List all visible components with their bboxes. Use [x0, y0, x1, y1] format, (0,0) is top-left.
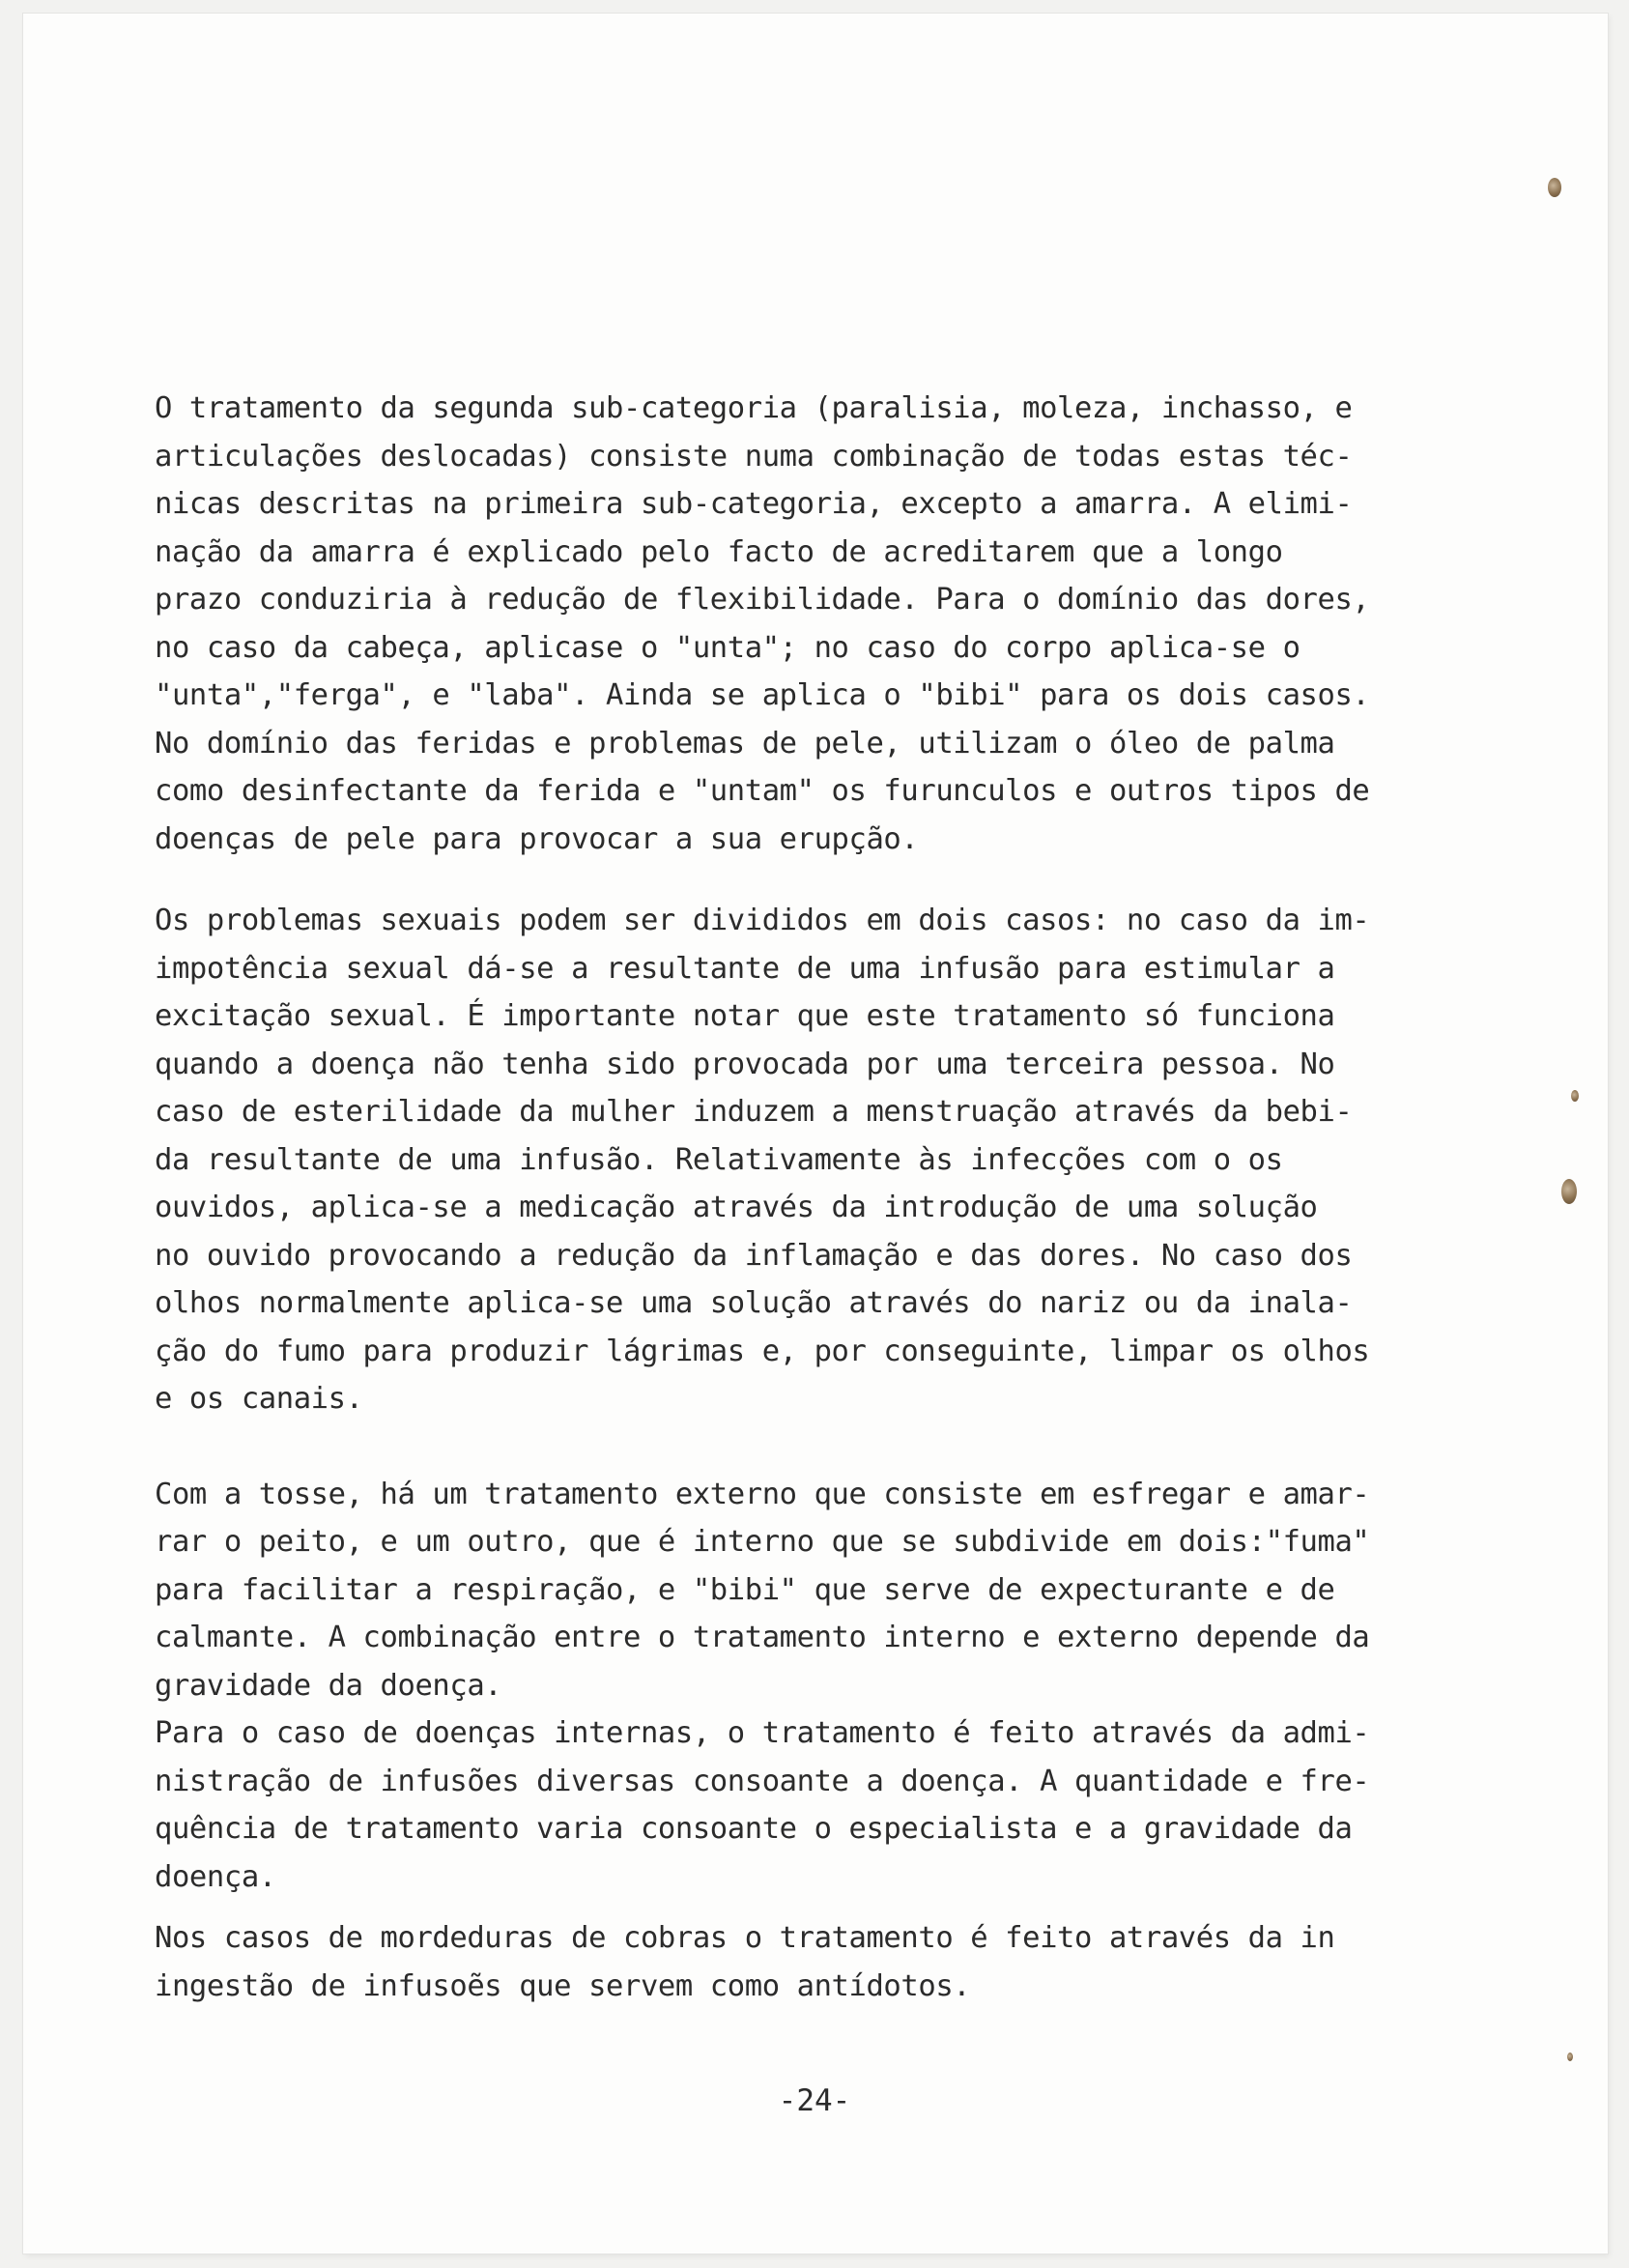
text-line: ouvidos, aplica-se a medicação através da introdução de uma solução	[155, 1191, 1318, 1224]
text-line: no ouvido provocando a redução da inflamação e das dores. No caso dos	[155, 1238, 1353, 1273]
paragraph-cough-treatment	[155, 1471, 1507, 1710]
body-text	[155, 385, 1507, 2010]
text-line: doença.	[155, 1859, 276, 1894]
text-line: impotência sexual dá-se a resultante de uma infusão para estimular a	[155, 951, 1335, 986]
text-line: O tratamento da segunda sub-categoria (paralisia, moleza, inchasso, e	[155, 391, 1353, 425]
text-line: articulações deslocadas) consiste numa combinação de todas estas téc-	[155, 439, 1353, 474]
text-line: nistração de infusões diversas consoante a doença. A quantidade e fre-	[155, 1764, 1370, 1798]
text-line: No domínio das feridas e problemas de pele, utilizam o óleo de palma	[155, 726, 1335, 761]
text-line: ingestão de infusoẽs que servem como antídotos.	[155, 1968, 971, 2003]
paragraph-traditional-treatment	[155, 385, 1507, 863]
text-line: doenças de pele para provocar a sua erupção.	[155, 821, 919, 856]
text-line: Com a tosse, há um tratamento externo que consiste em esfregar e amar-	[155, 1477, 1370, 1511]
text-line: como desinfectante da ferida e "untam" os furunculos e outros tipos de	[155, 774, 1370, 808]
punch-hole-middle	[1571, 1090, 1579, 1102]
text-line: no caso da cabeça, aplicase o "unta"; no caso do corpo aplica-se o	[155, 630, 1300, 665]
punch-hole-lower	[1561, 1179, 1577, 1204]
page-number: -24-	[778, 2083, 851, 2118]
text-line: Os problemas sexuais podem ser divididos em dois casos: no caso da im-	[155, 904, 1370, 937]
text-line: Nos casos de mordeduras de cobras o tratamento é feito através da in	[155, 1921, 1335, 1955]
text-line: nicas descritas na primeira sub-categoria, excepto a amarra. A elimi-	[155, 487, 1353, 521]
text-line: para facilitar a respiração, e "bibi" que serve de expecturante e de	[155, 1572, 1335, 1607]
text-line: gravidade da doença.	[155, 1668, 502, 1703]
paragraph-internal-diseases	[155, 1709, 1507, 1901]
text-line: e os canais.	[155, 1382, 363, 1416]
text-line: Para o caso de doenças internas, o tratamento é feito através da admi-	[155, 1716, 1370, 1750]
punch-hole-top	[1548, 178, 1561, 197]
paragraph-sexual-problems	[155, 897, 1507, 1423]
text-line: excitação sexual. É importante notar que este tratamento só funciona	[155, 999, 1335, 1033]
text-line: olhos normalmente aplica-se uma solução através do nariz ou da inala-	[155, 1286, 1353, 1320]
punch-hole-bottom	[1567, 2053, 1573, 2061]
text-line: ção do fumo para produzir lágrimas e, por conseguinte, limpar os olhos	[155, 1334, 1370, 1368]
text-line: "unta","ferga", e "laba". Ainda se aplica o "bibi" para os dois casos.	[155, 678, 1370, 712]
text-line: caso de esterilidade da mulher induzem a menstruação através da bebi-	[155, 1095, 1353, 1129]
text-line: rar o peito, e um outro, que é interno que se subdivide em dois:"fuma"	[155, 1525, 1370, 1559]
paragraph-snake-bites	[155, 1914, 1507, 2010]
text-line: prazo conduziria à redução de flexibilidade. Para o domínio das dores,	[155, 583, 1370, 617]
text-line: quência de tratamento varia consoante o especialista e a gravidade da	[155, 1812, 1353, 1846]
text-line: da resultante de uma infusão. Relativamente às infecções com o os	[155, 1142, 1283, 1177]
text-line: quando a doença não tenha sido provocada por uma terceira pessoa. No	[155, 1047, 1335, 1081]
text-line: nação da amarra é explicado pelo facto de acreditarem que a longo	[155, 534, 1283, 569]
text-line: calmante. A combinação entre o tratamento interno e externo depende da	[155, 1621, 1370, 1654]
